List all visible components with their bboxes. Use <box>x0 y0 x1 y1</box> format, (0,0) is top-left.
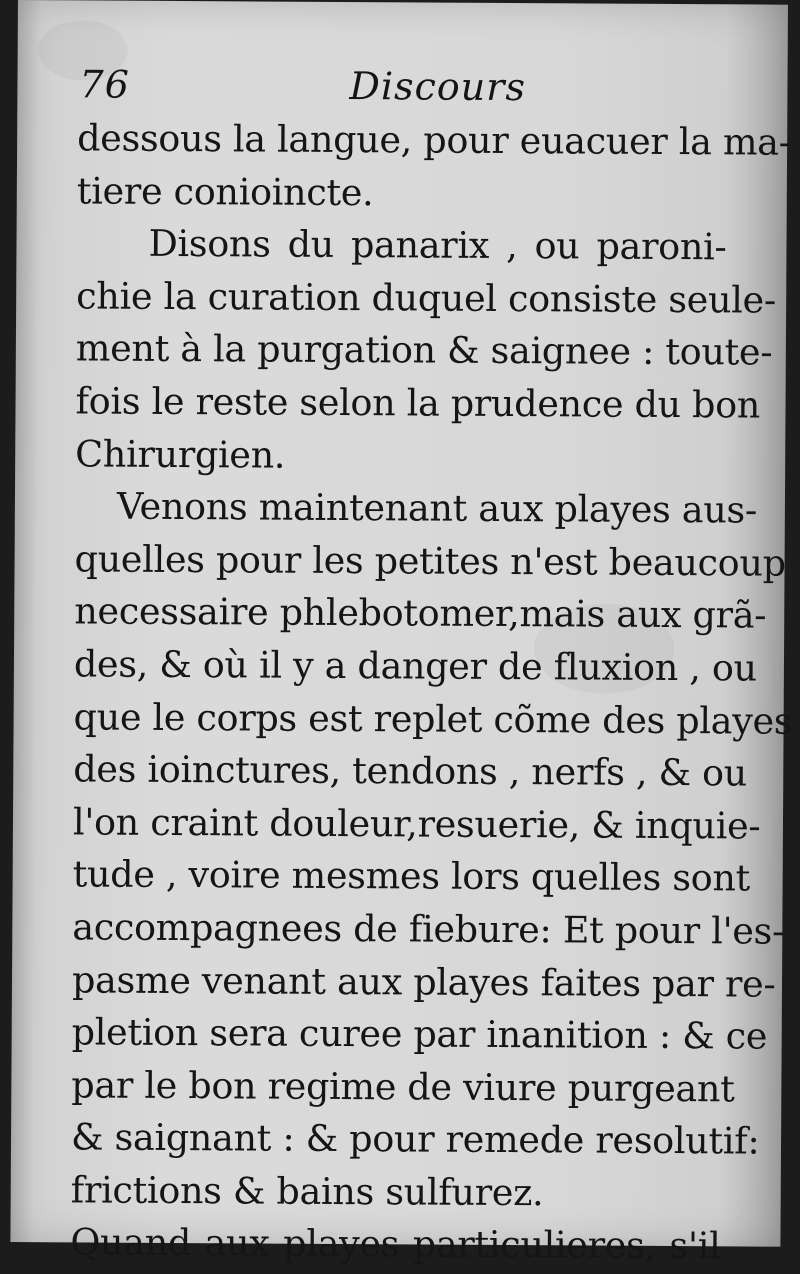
text-line: Venons maintenant aux playes aus- <box>116 484 758 532</box>
text-line: accompagnees de fiebure: Et pour l'es- <box>72 905 785 953</box>
page-number: 76 <box>79 62 130 107</box>
text-line: chie la curation duquel consiste seule- <box>76 274 777 322</box>
running-title: Discours <box>349 64 527 110</box>
text-line: tiere conioincte. <box>76 168 374 214</box>
text-line: des ioinctures, tendons , nerfs , & ou <box>73 747 748 795</box>
text-line: l'on craint douleur,resuerie, & inquie- <box>72 800 761 848</box>
text-line: Disons du panarix , ou paroni- <box>148 221 727 269</box>
text-line: par le bon regime de viure purgeant <box>71 1063 735 1111</box>
body-text <box>70 112 793 1273</box>
text-line: des, & où il y a danger de fluxion , ou <box>73 642 757 690</box>
text-line: fois le reste selon la prudence du bon <box>75 379 761 427</box>
text-line: pletion sera curee par inanition : & ce <box>71 1010 768 1058</box>
text-line: tude , voire mesmes lors quelles sont <box>72 852 751 900</box>
text-line: necessaire phlebotomer,mais aux grã- <box>74 589 767 637</box>
text-line: pasme venant aux playes faites par re- <box>71 957 776 1006</box>
text-line: ment à la purgation & saignee : toute- <box>75 326 773 374</box>
text-line: & saignant : & pour remede resolutif: <box>70 1115 760 1163</box>
text-line: quelles pour les petites n'est beaucoup <box>74 537 786 585</box>
text-line: Quand aux playes particulieres, s'il <box>70 1220 721 1268</box>
page-header <box>79 62 719 116</box>
text-line: Chirurgien. <box>75 431 286 477</box>
book-page <box>10 0 793 1268</box>
text-line: frictions & bains sulfurez. <box>70 1168 544 1215</box>
text-line: dessous la langue, pour euacuer la ma- <box>77 116 791 164</box>
text-line: que le corps est replet cõme des playes <box>73 694 793 743</box>
